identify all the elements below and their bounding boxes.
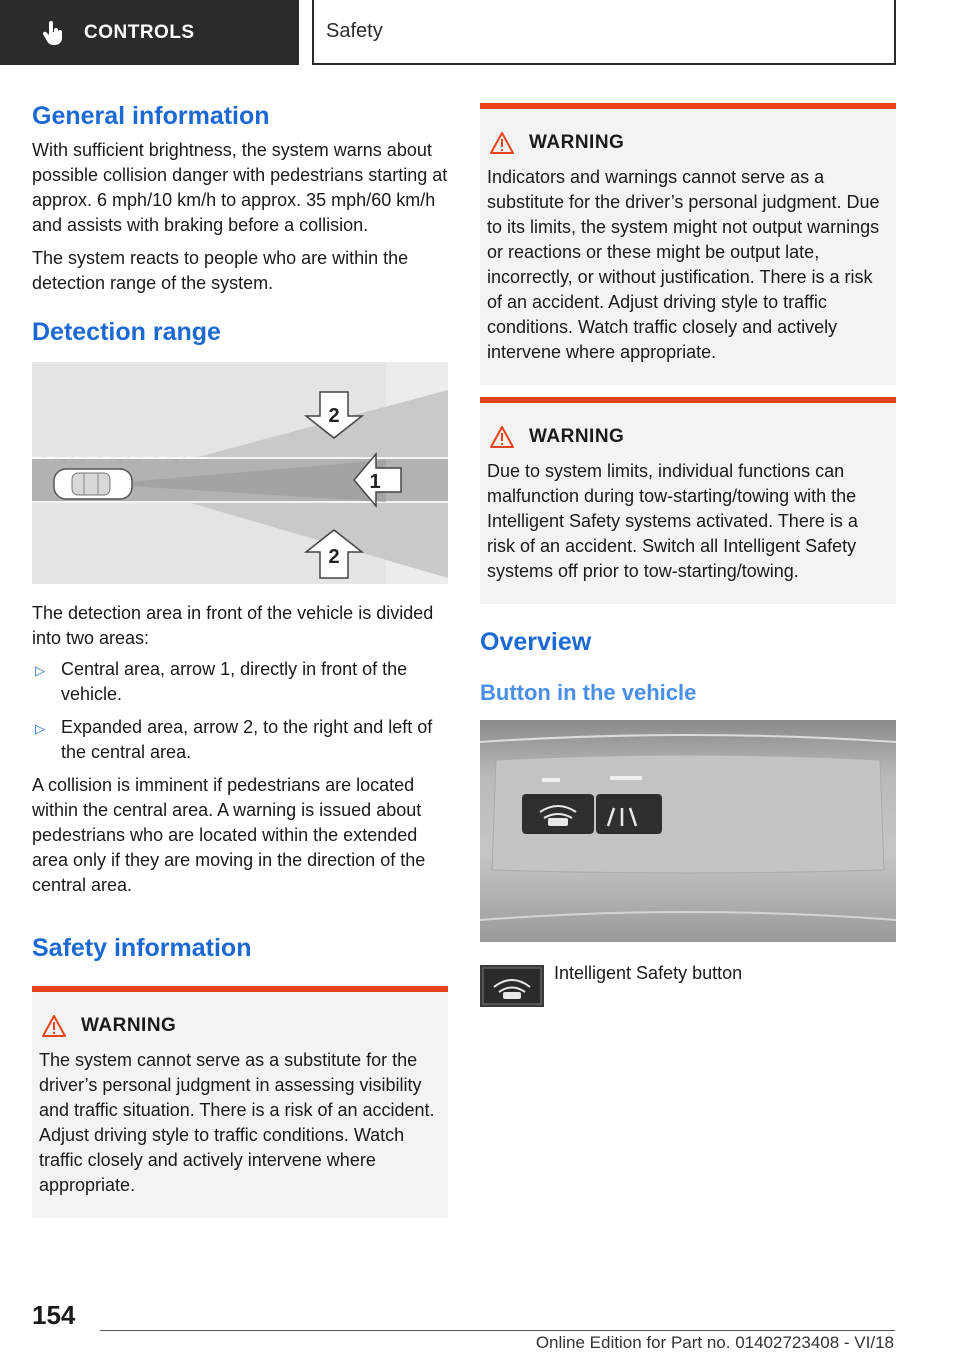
warning-text: The system cannot serve as a substitute for the driver’s personal judgment in assessing visibility and traffic situation. There is a risk of an accident. Adjust driving style to traffic conditions. Watch traffic closely and actively intervene where appropriate. xyxy=(39,1050,435,1195)
list-item-text: Expanded area, arrow 2, to the right and left of the central area. xyxy=(61,717,433,762)
lane-departure-button[interactable] xyxy=(596,794,662,834)
list-item xyxy=(32,657,448,707)
section-tab[interactable] xyxy=(0,0,299,65)
edition-text: Online Edition for Part no. 01402723408 - VI/18 xyxy=(535,1333,894,1352)
warning-triangle-icon xyxy=(41,1014,67,1038)
footer-divider xyxy=(100,1330,895,1331)
detection-paragraph-1: The detection area in front of the vehicle is divided into two areas: xyxy=(32,603,434,648)
warning-box-right-2 xyxy=(480,397,896,604)
warning-triangle-icon xyxy=(489,425,515,449)
overview-heading: Overview xyxy=(480,628,592,656)
general-paragraph-1: With sufficient brightness, the system warns about possible collision danger with pedestrians starting at approx. 6 mph/10 km/h to approx. 35 mph/60 km/h and assists with braking before a collision. xyxy=(32,140,448,235)
safety-information-heading: Safety information xyxy=(32,934,252,962)
warning-box-right-1 xyxy=(480,103,896,385)
arrow-2-top-label: 2 xyxy=(328,405,340,427)
bullet-triangle-icon: ▷ xyxy=(35,721,45,736)
list-item-text: Central area, arrow 1, directly in front of the vehicle. xyxy=(61,659,408,704)
vehicle-icon xyxy=(54,469,132,499)
legend-text: Intelligent Safety button xyxy=(554,963,743,983)
warning-label: WARNING xyxy=(81,1015,177,1036)
intelligent-safety-button[interactable] xyxy=(522,794,594,834)
legend-intelligent-safety xyxy=(480,965,896,1007)
warning-triangle-icon xyxy=(489,131,515,155)
warning-text: Indicators and warnings cannot serve as a substitute for the driver’s personal judgment. Due to its limits, the system might not output warnings or reactions or these might be output late, incorrectly, or without justification. There is a risk of an accident. Adjust driving style to traffic conditions. Watch traffic closely and actively intervene where appropriate. xyxy=(487,167,880,362)
general-paragraph-2: The system reacts to people who are within the detection range of the system. xyxy=(32,248,409,293)
arrow-1-label: 1 xyxy=(369,471,381,493)
section-tab-label: CONTROLS xyxy=(84,21,195,43)
intelligent-safety-button-icon xyxy=(480,965,544,1007)
detection-areas-list xyxy=(32,657,448,765)
detection-paragraph-2: A collision is imminent if pedestrians are located within the central area. A warning is issued about pedestrians who are located within the extended area only if they are moving in the direction of the central area. xyxy=(32,775,426,895)
left-column xyxy=(32,100,448,1218)
general-information-heading: General information xyxy=(32,102,270,130)
detection-range-heading: Detection range xyxy=(32,318,221,346)
chapter-title: Safety xyxy=(312,0,896,65)
warning-label: WARNING xyxy=(529,132,625,153)
page-number: 154 xyxy=(32,1300,76,1330)
list-item xyxy=(32,715,448,765)
warning-box-left xyxy=(32,986,448,1218)
warning-label: WARNING xyxy=(529,426,625,447)
button-in-vehicle-heading: Button in the vehicle xyxy=(480,680,697,705)
bullet-triangle-icon: ▷ xyxy=(35,663,45,678)
arrow-2-bottom-label: 2 xyxy=(328,546,340,568)
warning-text: Due to system limits, individual functions can malfunction during tow-starting/towing with the Intelligent Safety systems activated. There is a risk of an accident. Switch all Intelligent Safety systems off prior to tow-starting/towing. xyxy=(487,461,858,581)
hand-pointer-icon xyxy=(40,20,66,46)
right-column xyxy=(480,103,896,1007)
detection-range-diagram xyxy=(32,362,448,584)
button-panel-photo xyxy=(480,720,896,942)
